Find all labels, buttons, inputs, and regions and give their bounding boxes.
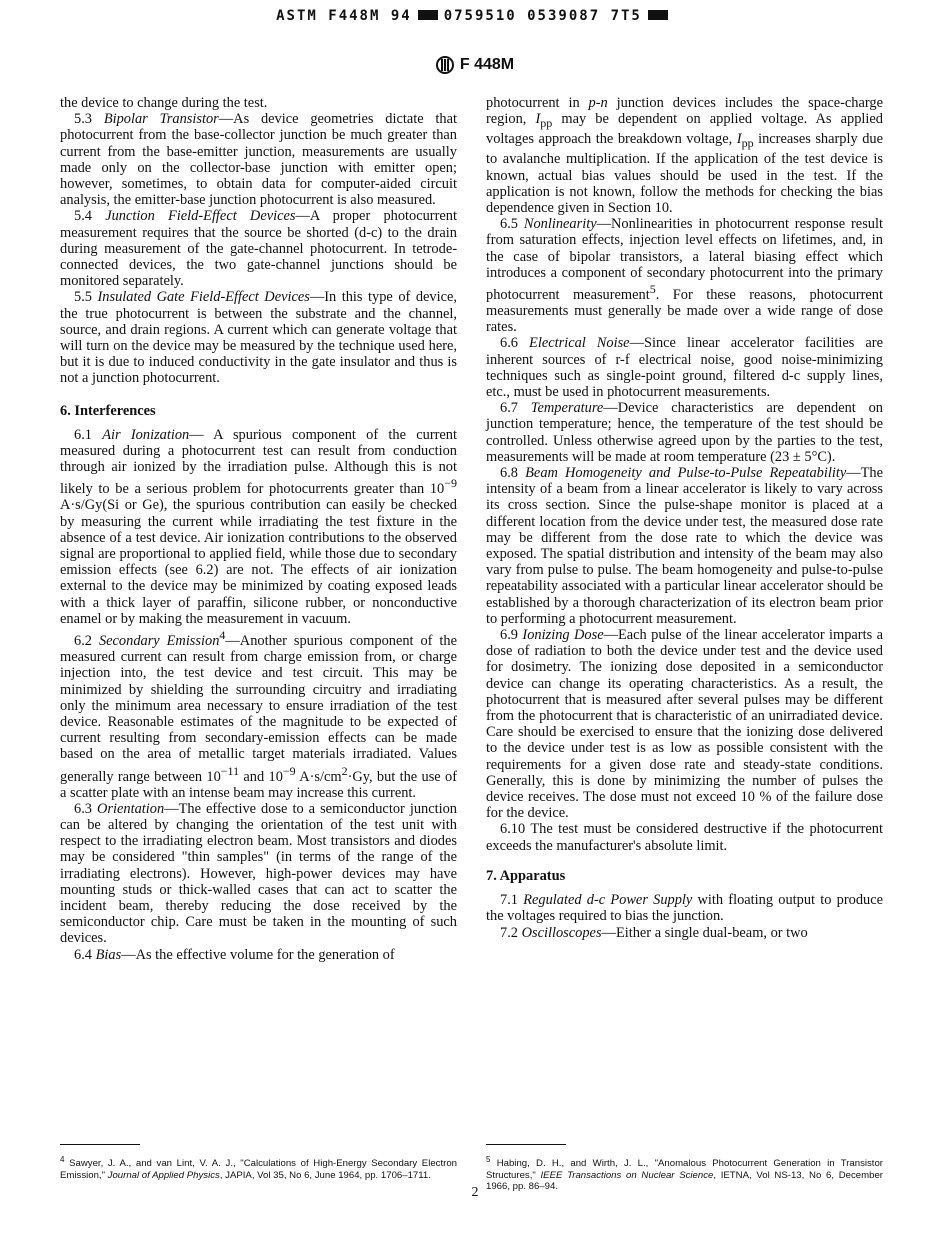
paragraph-6-8: 6.8 Beam Homogeneity and Pulse-to-Pulse Repeatability—The intensity of a beam from a linear accelerator is likely to vary across its cross section. Since the pulse-shape monitor is placed at a different location from the device under test, the measured dose rate may be different from the dose rate to which the device was exposed. The spatial distribution and intensity of the beam may also vary from pulse to pulse. The beam homogeneity and pulse-to-pulse repeatability associated with a particular linear accelerator should be established by a thorough characterization of its electron beam prior to performing a photocurrent measurement. bbox=[486, 465, 883, 627]
paragraph-6-1: 6.1 Air Ionization— A spurious component of the current measured during a photocurrent test can result from conduction through air ionized by the irradiation pulse. Although this is not likely to be a serious problem for photocurrents greater than $10^{-9}$ A·s/Gy(Si or Ge), the spurious contribution can easily be checked by measuring the current while irradiating the test fixture in the absence of a test device. Air ionization contributions to the observed signal are proportional to applied field, while those due to secondary emission effects (see 6.2) are not. The effects of air ionization external to the device may be minimized by coating exposed leads with a thick layer of paraffin, silicone rubber, or nonconductive enamel or by making the measurement in vacuum. bbox=[60, 426, 457, 627]
scan-id-line bbox=[0, 8, 950, 24]
doc-number: 0759510 0539087 7T5 bbox=[443, 8, 642, 24]
paragraph-7-2: 7.2 Oscilloscopes—Either a single dual-beam, or two bbox=[500, 924, 808, 941]
paragraph-6-3: 6.3 Orientation—The effective dose to a semiconductor junction can be altered by changing the orientation of the test unit with respect to the irradiating electron beam. Most transistors and diodes may be considered "thin samples" (in terms of the range of the irradiating electrons). However, high-power devices may have mounting studs or thick-walled cases that can act to scatter the incident beam, thereby reducing the dose received by the semiconductor chip. Care must be taken in the mounting of such devices. bbox=[60, 800, 457, 947]
section-heading-interferences: 6. Interferences bbox=[60, 402, 156, 419]
page-number: 2 bbox=[471, 1185, 479, 1200]
paragraph-6-4-continuation: photocurrent in p-n junction devices includes the space-charge region, $I_{pp}$ may be dependent on applied voltage. As applied voltages approach the breakdown voltage, $I_{pp}$ increases sharply due to avalanche multiplication. If the application of the test device is known, actual bias values should be used in the test. If the application is not known, follow the methods for checking the bias dependence given in Section 10. bbox=[486, 95, 883, 216]
paragraph-6-10: 6.10 The test must be considered destructive if the photocurrent exceeds the manufacturer's absolute limit. bbox=[486, 821, 883, 854]
astm-code: ASTM F448M 94 bbox=[276, 8, 412, 24]
page-header bbox=[0, 56, 950, 74]
paragraph-6-9: 6.9 Ionizing Dose—Each pulse of the linear accelerator imparts a dose of radiation to both the device under test and the device used for dosimetry. The ionizing dose deposited in a semiconductor device can change its operating characteristics. As a result, the photocurrent that is measured after several pulses may be different from the photocurrent that is characteristic of an unirradiated device. Care should be exercised to ensure that the ionizing dose delivered to the device under test is as low as possible consistent with the requirements for a given dose rate and steady-state conditions. Generally, this is done by minimizing the number of pulses the device receives. The dose must not exceed 10 % of the failure dose for the device. bbox=[486, 627, 883, 822]
paragraph-continuation: the device to change during the test. bbox=[60, 95, 268, 111]
section-heading-apparatus: 7. Apparatus bbox=[486, 867, 566, 884]
black-bar-mark bbox=[418, 10, 438, 20]
paragraph-6-6: 6.6 Electrical Noise—Since linear accelerator facilities are inherent sources of r-f electrical noise, good noise-minimizing techniques such as single-point ground, filtered d-c supply lines, etc., must be used in photocurrent measurements. bbox=[486, 335, 883, 400]
paragraph-5-3: 5.3 Bipolar Transistor—As device geometries dictate that photocurrent from the base-collector junction be much greater than current from the base-emitter junction, measurements are usually made only on the collector-base junction with emitter open; however, sometimes, to obtain data for computer-aided circuit analysis, the emitter-base junction photocurrent is also measured. bbox=[60, 111, 457, 209]
designation: F 448M bbox=[459, 56, 515, 73]
right-column bbox=[486, 95, 883, 941]
paragraph-5-5: 5.5 Insulated Gate Field-Effect Devices—In this type of device, the true photocurrent is between the substrate and the channel, source, and drain regions. A current which can generate voltage that will turn on the device may be measured by the technique used here, but it is due to induced conductivity in the gate insulator and thus is not a junction photocurrent. bbox=[60, 289, 457, 387]
left-column bbox=[60, 95, 457, 963]
footnote-rule bbox=[486, 1144, 566, 1145]
paragraph-6-4: 6.4 Bias—As the effective volume for the generation of bbox=[74, 946, 395, 963]
paragraph-6-7: 6.7 Temperature—Device characteristics are dependent on junction temperature; hence, the temperature of the test should be controlled. Unless otherwise agreed upon by the parties to the test, measurements will be made at room temperature (23 ± 5°C). bbox=[486, 400, 883, 465]
footnote-5: $^5$ Habing, D. H., and Wirth, J. L., "Anomalous Photocurrent Generation in Transistor Structures," IEEE Transactions on Nuclear Science, IETNA, Vol NS-13, No 6, December 1966, pp. 86–94. bbox=[486, 1155, 883, 1193]
black-bar-mark bbox=[648, 10, 668, 20]
astm-logo-icon bbox=[436, 56, 454, 74]
footnote-rule bbox=[60, 1144, 140, 1145]
paragraph-7-1: 7.1 Regulated d-c Power Supply with floating output to produce the voltages required to bias the junction. bbox=[486, 892, 883, 925]
footnote-4: $^4$ Sawyer, J. A., and van Lint, V. A. J., "Calculations of High-Energy Secondary Electron Emission," Journal of Applied Physics, JAPIA, Vol 35, No 6, June 1964, pp. 1706–1711. bbox=[60, 1155, 457, 1181]
paragraph-6-2: 6.2 Secondary Emission$^4$—Another spurious component of the measured current can result from charge emission from, or charge injection into, the test device and test circuit. This may be minimized by shielding the surrounding circuitry and irradiating only the minimum area necessary to ensure irradiation of the test device. Reasonable estimates of the magnitude to be expected of current resulting from secondary-emission effects can be made based on the area of metallic target materials irradiated. Values generally range between $10^{-11}$ and $10^{-9}$ $A\cdot s/cm^2\cdot Gy$, but the use of a scatter plate with an intense beam may increase this current. bbox=[60, 628, 457, 801]
paragraph-6-5: 6.5 Nonlinearity—Nonlinearities in photocurrent response result from saturation effects, injection level effects on lifetimes, and, in the case of bipolar transistors, a lateral biasing effect which introduces a component of secondary photocurrent into the primary photocurrent measurement$^5$. For these reasons, photocurrent measurements must generally be made over a wide range of dose rates. bbox=[486, 216, 883, 336]
paragraph-5-4: 5.4 Junction Field-Effect Devices—A proper photocurrent measurement requires that the source be shorted (d-c) to the drain during measurement of the gate-channel photocurrent. In tetrode-connected devices, the two gate-channel junctions should be monitored separately. bbox=[60, 208, 457, 290]
